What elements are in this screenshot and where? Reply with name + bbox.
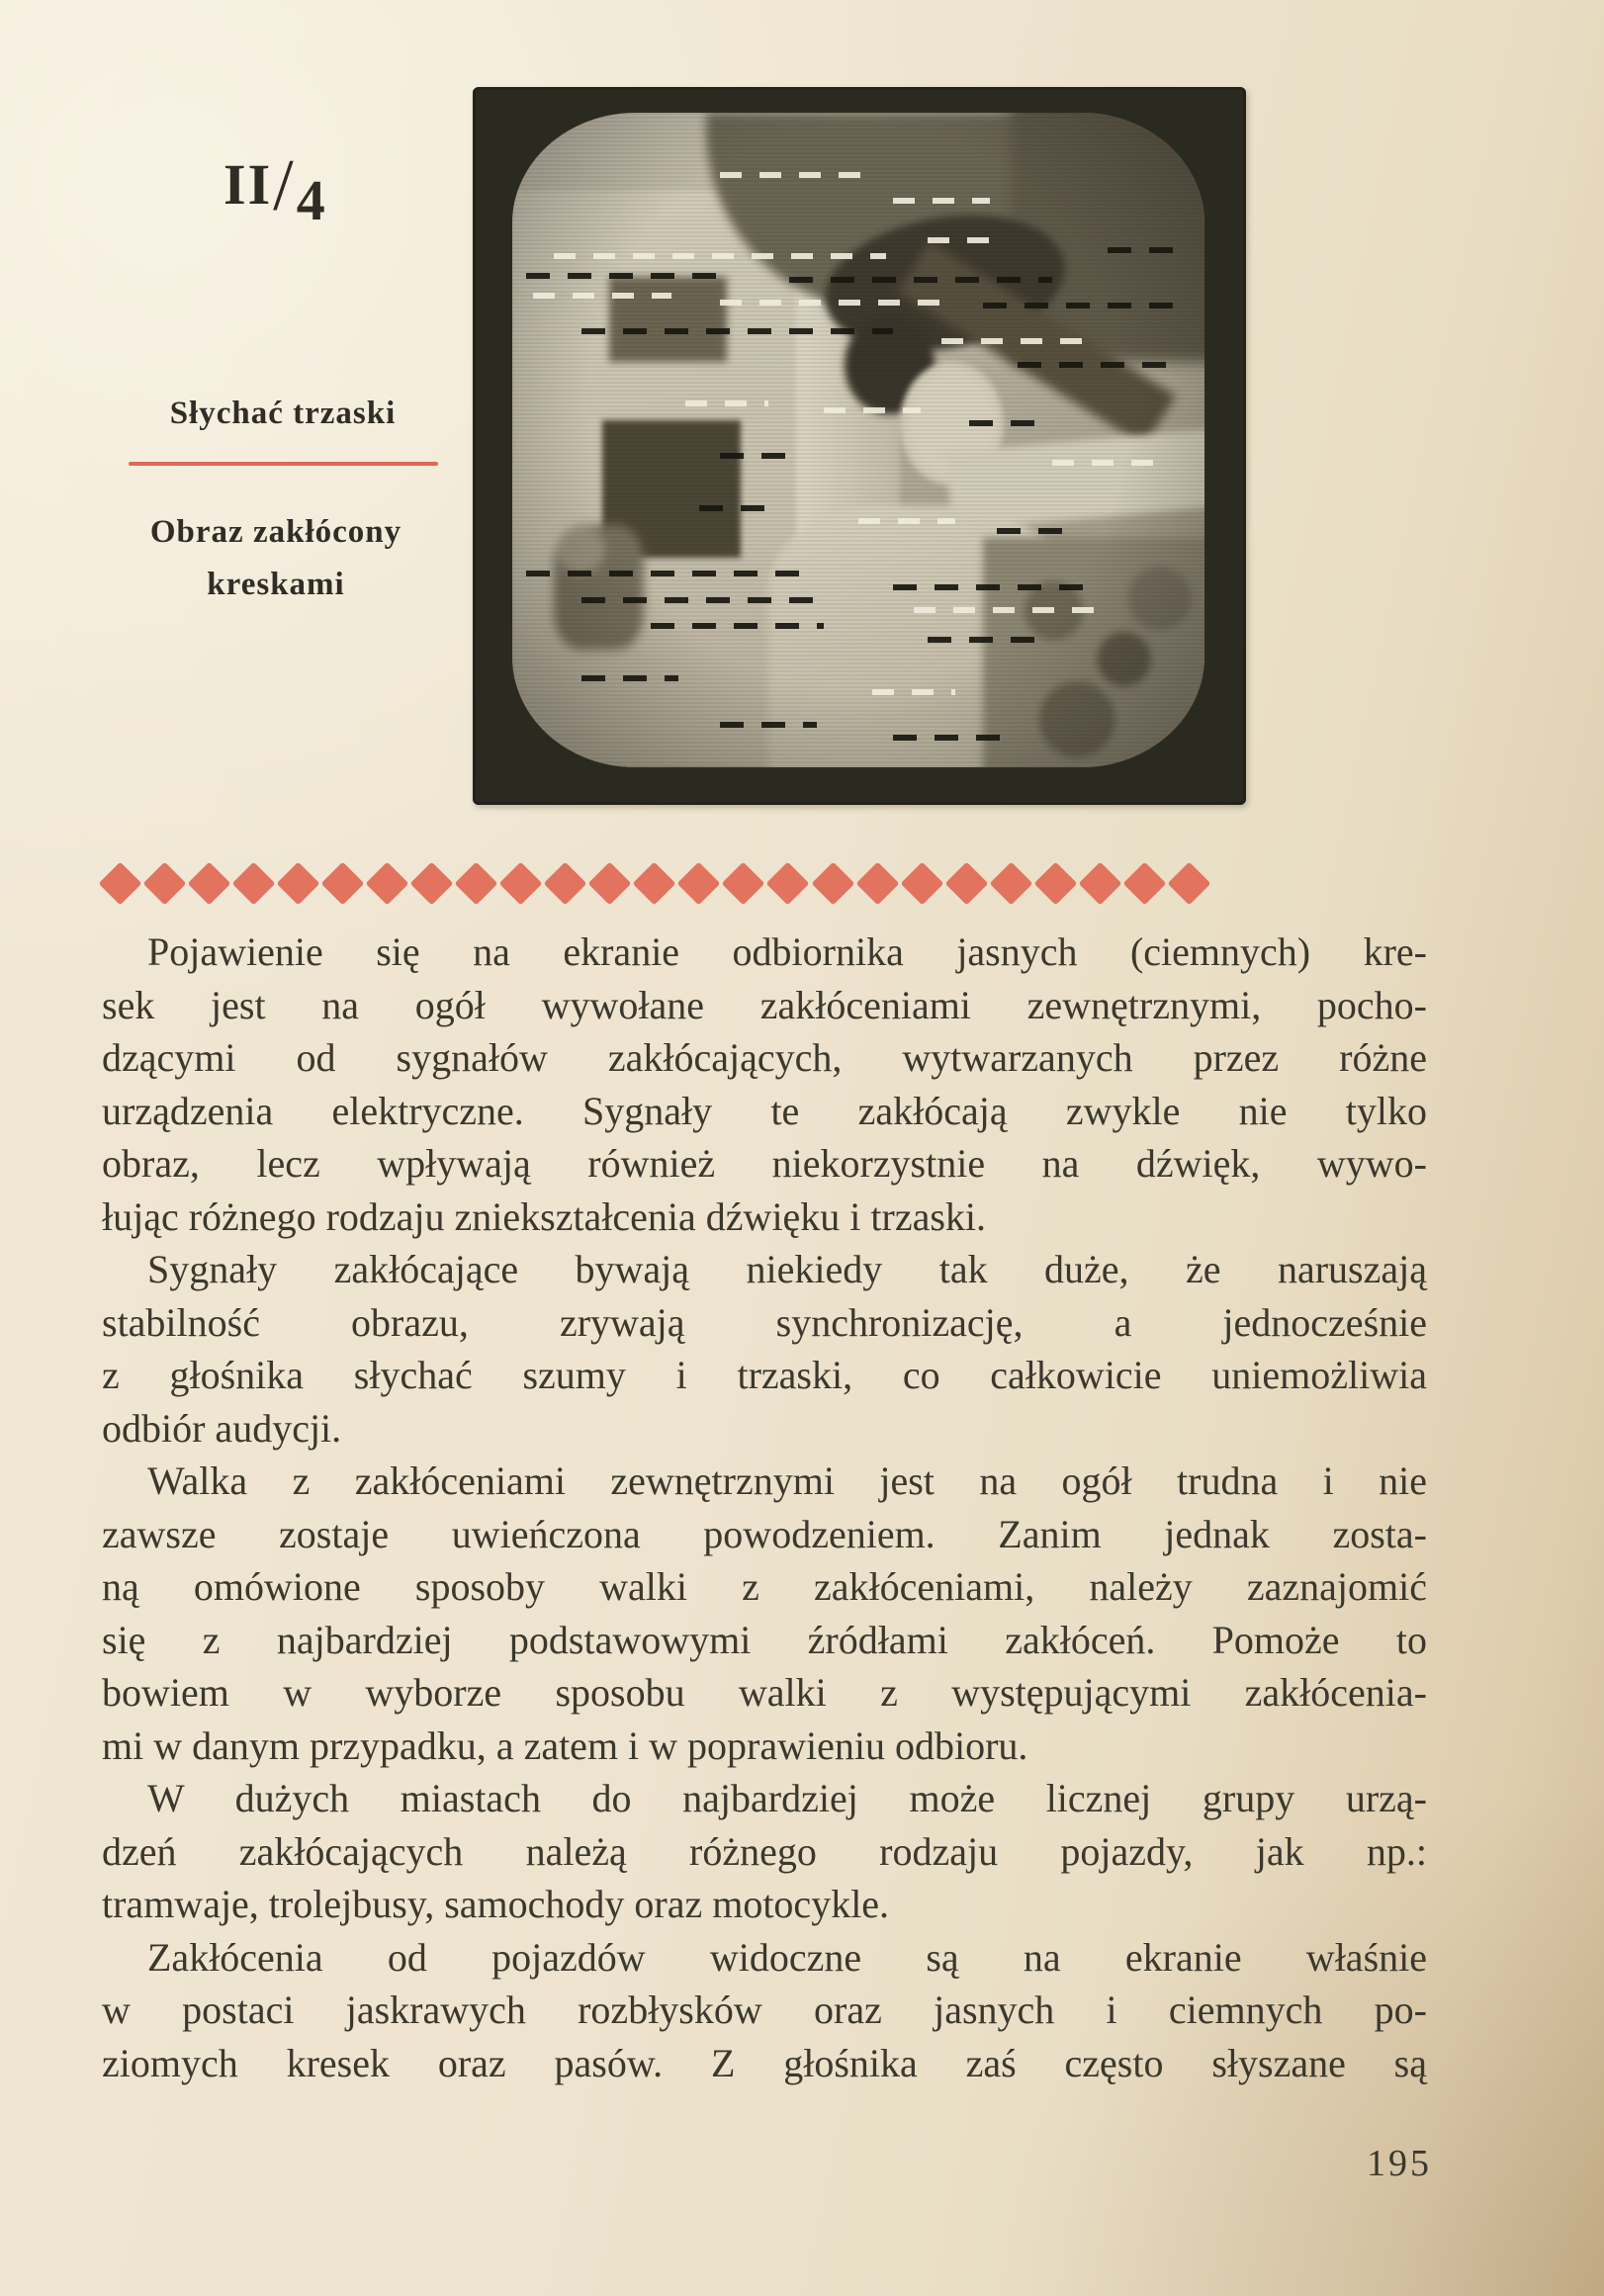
text-line: mi w danym przypadku, a zatem i w poprawieniu odbioru. <box>102 1722 1028 1768</box>
interference-line <box>581 328 893 334</box>
section-label <box>223 138 327 232</box>
interference-line <box>554 253 886 259</box>
divider-diamond <box>1122 861 1166 905</box>
interference-line <box>1052 460 1163 466</box>
divider-diamond <box>633 861 676 905</box>
divider-diamond <box>677 861 721 905</box>
interference-line <box>941 338 1094 344</box>
text-line: łując różnego rodzaju zniekształcenia dźwięku i trzaski. <box>102 1193 987 1239</box>
interference-line <box>789 277 1052 283</box>
interference-line <box>581 597 824 603</box>
tv-set-figure <box>473 87 1246 805</box>
text-line: sek jest na ogół wywołane zakłóceniami zewnętrznymi, pocho- <box>102 982 1427 1027</box>
text-line: się z najbardziej podstawowymi źródłami zakłóceń. Pomoże to <box>102 1617 1427 1662</box>
divider-diamond <box>989 861 1032 905</box>
interference-line <box>983 303 1177 309</box>
interference-line <box>914 607 1094 613</box>
page-number: 195 <box>1367 2143 1432 2184</box>
text-line: w postaci jaskrawych rozbłysków oraz jasnych i ciemnych po- <box>102 1987 1427 2032</box>
text-line: dzeń zakłócających należą różnego rodzaju pojazdy, jak np.: <box>102 1828 1427 1874</box>
interference-line <box>824 407 921 413</box>
section-number: 4 <box>296 168 327 232</box>
divider-diamond <box>1167 861 1210 905</box>
divider-diamond <box>321 861 365 905</box>
interference-line <box>893 584 1101 590</box>
photo-vignette <box>512 113 1204 767</box>
divider-diamond <box>277 861 320 905</box>
interference-line <box>720 722 817 728</box>
interference-line <box>928 237 997 243</box>
interference-line <box>997 528 1080 534</box>
red-underline-rule <box>129 462 438 466</box>
text-line: stabilność obrazu, zrywają synchronizację, a jednocześnie <box>102 1299 1427 1345</box>
divider-diamond <box>143 861 187 905</box>
interference-line <box>720 300 941 306</box>
text-line: bowiem w wyborze sposobu walki z występującymi zakłócenia- <box>102 1670 1427 1715</box>
divider-diamond <box>722 861 765 905</box>
interference-line <box>1018 362 1170 368</box>
tv-screen-photo <box>512 113 1204 767</box>
divider-diamond <box>188 861 231 905</box>
interference-line <box>526 571 803 576</box>
text-line: tramwaje, trolejbusy, samochody oraz motocykle. <box>102 1882 890 1926</box>
interference-line <box>685 400 768 406</box>
divider-diamond <box>366 861 409 905</box>
text-line: z głośnika słychać szumy i trzaski, co całkowicie uniemożliwia <box>102 1353 1427 1397</box>
divider-diamond <box>766 861 810 905</box>
divider-diamond <box>900 861 943 905</box>
divider-diamond <box>410 861 454 905</box>
figure-caption-video <box>95 506 457 611</box>
divider-diamond <box>232 861 276 905</box>
interference-line <box>533 293 671 299</box>
text-line: Zakłócenia od pojazdów widoczne są na ekranie właśnie <box>147 1934 1427 1980</box>
divider-diamond <box>944 861 988 905</box>
interference-line <box>720 172 872 178</box>
divider-diamond <box>811 861 854 905</box>
section-roman: II <box>223 152 273 217</box>
divider-diamond <box>455 861 498 905</box>
divider-diamond <box>544 861 587 905</box>
interference-line <box>581 675 678 681</box>
interference-line <box>720 453 789 459</box>
divider-diamond <box>1033 861 1077 905</box>
section-slash: / <box>273 145 296 226</box>
text-line: urządzenia elektryczne. Sygnały te zakłócają zwykle nie tylko <box>102 1088 1427 1133</box>
text-line: zawsze zostaje uwieńczona powodzeniem. Zanim jednak zosta- <box>102 1511 1427 1556</box>
divider-diamond <box>588 861 632 905</box>
figure-caption-audio: Słychać trzaski <box>169 396 397 431</box>
text-line: W dużych miastach do najbardziej może licznej grupy urzą- <box>147 1776 1427 1820</box>
text-line: ziomych kresek oraz pasów. Z głośnika zaś często słyszane są <box>102 2040 1427 2085</box>
interference-line <box>858 518 955 524</box>
interference-line <box>893 198 990 204</box>
interference-line <box>699 505 768 511</box>
body-text <box>102 926 1427 2089</box>
figure-caption-video-line1: Obraz zakłócony <box>149 514 402 550</box>
interference-line <box>1108 247 1191 253</box>
interference-line <box>969 420 1038 426</box>
interference-line <box>872 689 955 695</box>
interference-line <box>651 623 824 629</box>
divider-diamond <box>99 861 142 905</box>
figure-caption-video-line2: kreskami <box>207 567 345 602</box>
text-line: ną omówione sposoby walki z zakłóceniami, należy zaznajomić <box>102 1564 1427 1609</box>
divider-diamond <box>855 861 899 905</box>
text-line: Walka z zakłóceniami zewnętrznymi jest na ogół trudna i nie <box>147 1458 1427 1503</box>
interference-line <box>928 637 1052 643</box>
text-line: dzącymi od sygnałów zakłócających, wytwarzanych przez różne <box>102 1035 1427 1080</box>
text-line: obraz, lecz wpływają również niekorzystnie na dźwięk, wywo- <box>102 1141 1427 1186</box>
text-line: odbiór audycji. <box>102 1405 342 1451</box>
divider-diamond <box>1078 861 1121 905</box>
diamond-divider <box>105 862 1204 904</box>
text-line: Pojawienie się na ekranie odbiornika jasnych (ciemnych) kre- <box>147 929 1427 974</box>
divider-diamond <box>499 861 543 905</box>
text-line: Sygnały zakłócające bywają niekiedy tak duże, że naruszają <box>147 1247 1427 1291</box>
interference-line <box>526 273 734 279</box>
interference-line <box>893 735 1004 741</box>
